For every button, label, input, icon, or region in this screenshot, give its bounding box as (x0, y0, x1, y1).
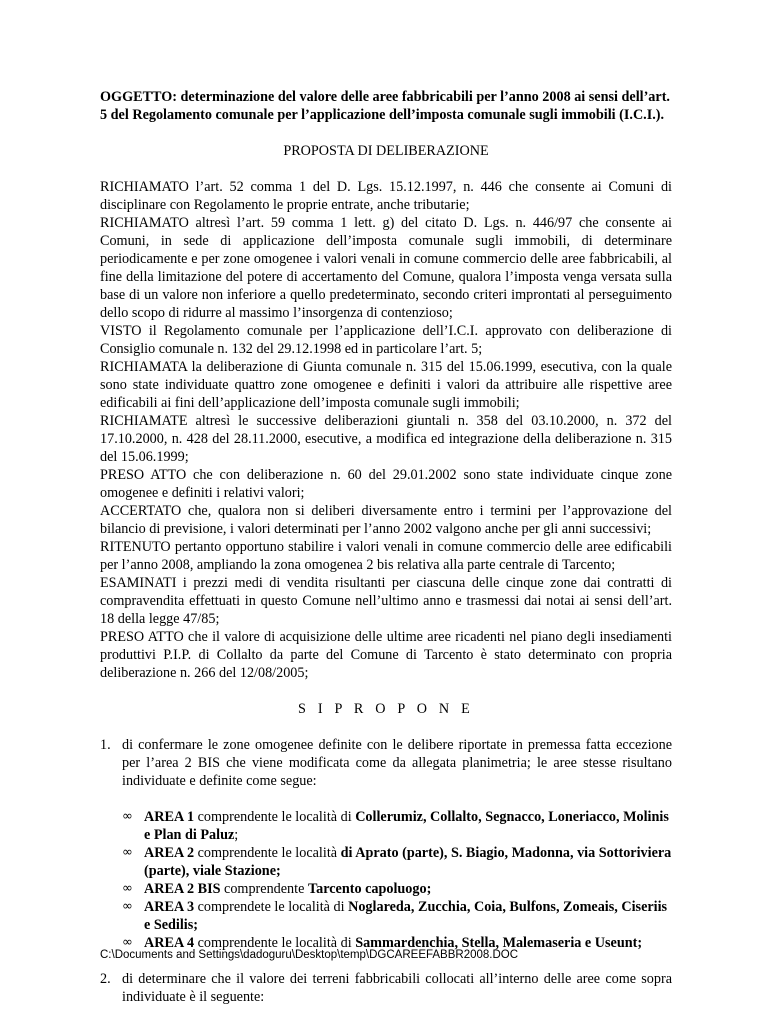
proposal-heading: PROPOSTA DI DELIBERAZIONE (283, 143, 489, 159)
premise-paragraph: ESAMINATI i prezzi medi di vendita risultanti per ciascuna delle cinque zone dai contratti di compravendita effettuati in questo Comune nell’ultimo anno e trasmessi dai notai ai sensi dell’art. 18 della legge 47/85; (100, 575, 672, 627)
infinity-bullet-icon: ∞ (122, 809, 133, 824)
subject-heading: OGGETTO: determinazione del valore delle aree fabbricabili per l’anno 2008 ai sensi dell’art. 5 del Regolamento comunale per l’applicazione dell’imposta comunale sugli immobili (I.C.I.). (100, 89, 670, 123)
area-item (122, 880, 672, 898)
propone-heading: S I P R O P O N E (298, 701, 474, 717)
document-page (100, 88, 672, 1024)
area-name: AREA 4 (144, 935, 195, 951)
area-name: AREA 3 (144, 899, 195, 915)
premise-paragraph: RICHIAMATE altresì le successive deliberazioni giuntali n. 358 del 03.10.2000, n. 372 del 17.10.2000, n. 428 del 28.11.2000, esecutive, a modifica ed integrazione della deliberazione n. 315 del 15.06.1999; (100, 413, 672, 465)
area-places: Sammardenchia, Stella, Malemaseria e Useunt; (355, 935, 643, 951)
premise-paragraph: ACCERTATO che, qualora non si deliberi diversamente entro i termini per l’approvazione del bilancio di previsione, i valori determinati per l’anno 2002 valgono anche per gli anni successivi; (100, 503, 672, 537)
premise-paragraph: RICHIAMATA la deliberazione di Giunta comunale n. 315 del 15.06.1999, esecutiva, con la quale sono state individuate quattro zone omogenee e definiti i valori da attribuire alle rispettive aree edificabili ai fini dell’applicazione dell’imposta comunale sugli immobili; (100, 359, 672, 411)
infinity-bullet-icon: ∞ (122, 881, 133, 896)
premise-paragraph: PRESO ATTO che il valore di acquisizione delle ultime aree ricadenti nel piano degli insediamenti produttivi P.I.P. di Collalto da parte del Comune di Tarcento è stato determinato con propria deliberazione n. 266 del 12/08/2005; (100, 629, 672, 681)
area-places: Noglareda, Zucchia, Coia, Bulfons, Zomeais, Ciseriis e Sedilis; (144, 899, 668, 933)
area-connector: comprendente (220, 881, 308, 897)
area-item (122, 844, 672, 880)
area-places: Tarcento capoluogo; (307, 881, 432, 897)
area-item (122, 808, 672, 844)
premise-paragraph: RITENUTO pertanto opportuno stabilire i valori venali in comune commercio delle aree edificabili per l’anno 2008, ampliando la zona omogenea 2 bis relativa alla parte centrale di Tarcento; (100, 539, 672, 573)
point-text: di confermare le zone omogenee definite con le delibere riportate in premessa fatta eccezione per l’area 2 BIS che viene modificata come da allegata planimetria; le aree stesse risultano individuate e definite come segue: (122, 737, 672, 789)
infinity-bullet-icon: ∞ (122, 899, 133, 914)
area-connector: comprendente le località di (194, 935, 356, 951)
area-name: AREA 2 BIS (144, 881, 221, 897)
point-number: 2. (100, 971, 111, 987)
area-end: ; (234, 827, 239, 843)
premises-section (100, 178, 672, 682)
area-name: AREA 1 (144, 809, 195, 825)
point-text: di determinare che il valore dei terreni fabbricabili collocati all’interno delle aree come sopra individuate è il seguente: (122, 971, 672, 1005)
infinity-bullet-icon: ∞ (122, 935, 133, 950)
premise-paragraph: RICHIAMATO altresì l’art. 59 comma 1 lett. g) del citato D. Lgs. n. 446/97 che consente ai Comuni, in sede di applicazione dell’imposta comunale sugli immobili, di determinare periodicamente e per zone omogenee i valori venali in comune commercio delle aree fabbricabili, al fine della limitazione del potere di accertamento del Comune, qualora l’imposta venga versata sulla base di un valore non inferiore a quello predeterminato, secondo criteri improntati al perseguimento dello scopo di ridurre al massimo l’insorgenza di contenzioso; (100, 215, 672, 321)
area-name: AREA 2 (144, 845, 195, 861)
proposal-points (100, 736, 672, 1006)
proposal-point (100, 970, 672, 1006)
area-places: di Aprato (parte), S. Biagio, Madonna, via Sottoriviera (parte), viale Stazione; (144, 845, 672, 879)
premise-paragraph: VISTO il Regolamento comunale per l’applicazione dell’I.C.I. approvato con deliberazione di Consiglio comunale n. 132 del 29.12.1998 ed in particolare l’art. 5; (100, 323, 672, 357)
area-item (122, 898, 672, 934)
premise-paragraph: RICHIAMATO l’art. 52 comma 1 del D. Lgs. 15.12.1997, n. 446 che consente ai Comuni di disciplinare con Regolamento le proprie entrate, anche tributarie; (100, 179, 672, 213)
file-path-footer: C:\Documents and Settings\dadoguru\Desktop\temp\DGCAREEFABBR2008.DOC (100, 949, 519, 961)
infinity-bullet-icon: ∞ (122, 845, 133, 860)
premise-paragraph: PRESO ATTO che con deliberazione n. 60 del 29.01.2002 sono state individuate cinque zone omogenee e definiti i relativi valori; (100, 467, 672, 501)
proposal-point (100, 736, 672, 952)
area-connector: comprendente le località (194, 845, 341, 861)
area-places: Collerumiz, Collalto, Segnacco, Loneriacco, Molinis e Plan di Paluz (144, 809, 669, 843)
area-connector: comprendete le località di (194, 899, 349, 915)
area-connector: comprendente le località di (194, 809, 356, 825)
point-number: 1. (100, 737, 111, 753)
area-list (122, 808, 672, 952)
